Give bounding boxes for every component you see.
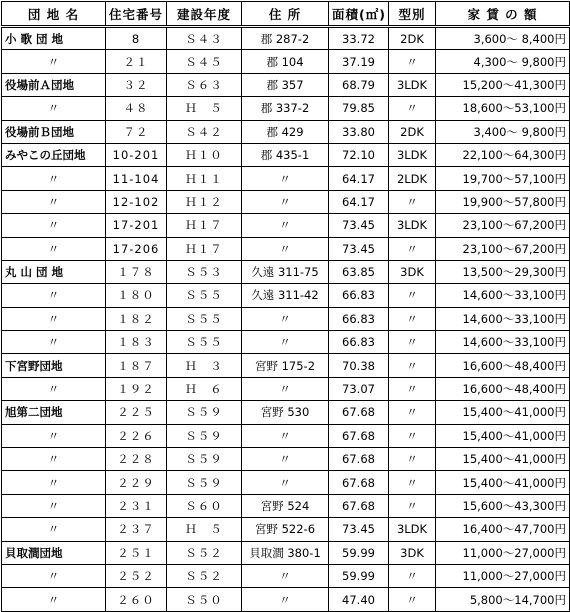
- cell-area: 66.83: [329, 331, 389, 354]
- cell-built: Ｈ ６: [167, 377, 242, 400]
- cell-built: Ｓ５５: [167, 307, 242, 330]
- cell-name: 〃: [2, 471, 106, 494]
- table-row: [2, 354, 570, 377]
- cell-number: １７８: [106, 260, 167, 283]
- table-row: [2, 190, 570, 213]
- cell-built: Ｓ４２: [167, 120, 242, 143]
- cell-rent: 16,600～48,400円: [436, 377, 570, 400]
- cell-area: 37.19: [329, 50, 389, 73]
- cell-built: Ｈ１７: [167, 237, 242, 260]
- cell-built: Ｓ４５: [167, 50, 242, 73]
- cell-area: 67.68: [329, 424, 389, 447]
- cell-number: １８０: [106, 284, 167, 307]
- cell-address: 〃: [242, 237, 329, 260]
- cell-area: 66.83: [329, 284, 389, 307]
- cell-name: 〃: [2, 284, 106, 307]
- table-row: [2, 260, 570, 283]
- cell-area: 64.17: [329, 190, 389, 213]
- table-row: [2, 401, 570, 424]
- cell-address: 郡 357: [242, 73, 329, 96]
- cell-number: ３２: [106, 73, 167, 96]
- cell-built: Ｓ５０: [167, 588, 242, 611]
- cell-address: 〃: [242, 424, 329, 447]
- cell-type: 2LDK: [389, 167, 436, 190]
- cell-name: 〃: [2, 424, 106, 447]
- cell-type: 〃: [389, 401, 436, 424]
- cell-area: 67.68: [329, 448, 389, 471]
- cell-name: 〃: [2, 167, 106, 190]
- cell-address: 宮野 524: [242, 494, 329, 517]
- cell-name: 〃: [2, 214, 106, 237]
- cell-area: 67.68: [329, 471, 389, 494]
- cell-address: 〃: [242, 331, 329, 354]
- cell-number: ２２８: [106, 448, 167, 471]
- cell-address: 〃: [242, 588, 329, 611]
- cell-rent: 14,600～33,100円: [436, 307, 570, 330]
- cell-name: 役場前Ａ団地: [2, 73, 106, 96]
- cell-address: 久遠 311-75: [242, 260, 329, 283]
- cell-type: 〃: [389, 284, 436, 307]
- cell-type: 3LDK: [389, 143, 436, 166]
- cell-rent: 23,100～67,200円: [436, 237, 570, 260]
- cell-rent: 15,400～41,000円: [436, 401, 570, 424]
- cell-area: 73.45: [329, 214, 389, 237]
- cell-address: 〃: [242, 190, 329, 213]
- cell-rent: 15,400～41,000円: [436, 424, 570, 447]
- cell-rent: 14,600～33,100円: [436, 331, 570, 354]
- cell-number: ２１: [106, 50, 167, 73]
- cell-area: 59.99: [329, 541, 389, 564]
- table-row: [2, 588, 570, 611]
- header-area: 面積(㎡): [329, 2, 389, 27]
- header-name: 団 地 名: [2, 2, 106, 27]
- cell-rent: 4,300～ 9,800円: [436, 50, 570, 73]
- cell-type: 〃: [389, 237, 436, 260]
- cell-number: 10-201: [106, 143, 167, 166]
- table-row: [2, 214, 570, 237]
- cell-name: 貝取澗団地: [2, 541, 106, 564]
- cell-type: 〃: [389, 494, 436, 517]
- cell-type: 〃: [389, 354, 436, 377]
- cell-number: ２２６: [106, 424, 167, 447]
- header-rent: 家 賃 の 額: [436, 2, 570, 27]
- cell-address: 郡 435-1: [242, 143, 329, 166]
- cell-number: 17-206: [106, 237, 167, 260]
- cell-built: Ｓ５２: [167, 541, 242, 564]
- cell-rent: 19,900～57,800円: [436, 190, 570, 213]
- cell-number: ２２５: [106, 401, 167, 424]
- cell-type: 2DK: [389, 120, 436, 143]
- table-row: [2, 167, 570, 190]
- cell-type: 2DK: [389, 27, 436, 50]
- table-row: [2, 424, 570, 447]
- cell-name: 〃: [2, 50, 106, 73]
- cell-rent: 15,400～41,000円: [436, 448, 570, 471]
- cell-rent: 15,400～41,000円: [436, 471, 570, 494]
- cell-number: ７２: [106, 120, 167, 143]
- table-row: [2, 50, 570, 73]
- cell-address: 郡 104: [242, 50, 329, 73]
- cell-address: 久遠 311-42: [242, 284, 329, 307]
- cell-name: 〃: [2, 307, 106, 330]
- cell-type: 〃: [389, 424, 436, 447]
- cell-area: 79.85: [329, 97, 389, 120]
- cell-number: ２５１: [106, 541, 167, 564]
- cell-rent: 22,100～64,300円: [436, 143, 570, 166]
- cell-address: 宮野 175-2: [242, 354, 329, 377]
- cell-address: 〃: [242, 564, 329, 587]
- cell-address: 〃: [242, 214, 329, 237]
- cell-number: ４８: [106, 97, 167, 120]
- cell-built: Ｓ５９: [167, 471, 242, 494]
- cell-name: みやこの丘団地: [2, 143, 106, 166]
- table-row: [2, 97, 570, 120]
- cell-type: 3DK: [389, 541, 436, 564]
- table-row: [2, 518, 570, 541]
- cell-type: 〃: [389, 50, 436, 73]
- cell-name: 〃: [2, 564, 106, 587]
- cell-address: 宮野 522-6: [242, 518, 329, 541]
- cell-area: 73.07: [329, 377, 389, 400]
- cell-name: 〃: [2, 494, 106, 517]
- table-row: [2, 120, 570, 143]
- cell-address: 貝取澗 380-1: [242, 541, 329, 564]
- cell-number: 17-201: [106, 214, 167, 237]
- cell-area: 73.45: [329, 237, 389, 260]
- housing-rent-table: [1, 1, 570, 612]
- table-row: [2, 564, 570, 587]
- cell-type: 3LDK: [389, 518, 436, 541]
- cell-rent: 19,700～57,100円: [436, 167, 570, 190]
- cell-number: ２３７: [106, 518, 167, 541]
- cell-area: 66.83: [329, 307, 389, 330]
- cell-built: Ｈ１０: [167, 143, 242, 166]
- cell-rent: 3,400～ 9,800円: [436, 120, 570, 143]
- cell-name: 下宮野団地: [2, 354, 106, 377]
- cell-number: 8: [106, 27, 167, 50]
- table-row: [2, 494, 570, 517]
- cell-rent: 18,600～53,100円: [436, 97, 570, 120]
- cell-address: 〃: [242, 167, 329, 190]
- header-address: 住 所: [242, 2, 329, 27]
- cell-rent: 5,800～14,700円: [436, 588, 570, 611]
- cell-built: Ｈ１１: [167, 167, 242, 190]
- cell-name: 〃: [2, 588, 106, 611]
- table-row: [2, 448, 570, 471]
- cell-type: 3DK: [389, 260, 436, 283]
- cell-address: 〃: [242, 377, 329, 400]
- cell-rent: 23,100～67,200円: [436, 214, 570, 237]
- cell-area: 63.85: [329, 260, 389, 283]
- cell-built: Ｈ ５: [167, 97, 242, 120]
- table-row: [2, 541, 570, 564]
- cell-name: 小 歌 団 地: [2, 27, 106, 50]
- cell-built: Ｓ５９: [167, 448, 242, 471]
- table-row: [2, 143, 570, 166]
- cell-number: ２５２: [106, 564, 167, 587]
- cell-area: 59.99: [329, 564, 389, 587]
- cell-area: 68.79: [329, 73, 389, 96]
- cell-number: １８３: [106, 331, 167, 354]
- header-row: [2, 2, 570, 27]
- cell-number: １８２: [106, 307, 167, 330]
- table-row: [2, 27, 570, 50]
- table-header: [2, 2, 570, 27]
- cell-built: Ｓ５５: [167, 284, 242, 307]
- cell-number: ２６０: [106, 588, 167, 611]
- cell-type: 〃: [389, 448, 436, 471]
- cell-rent: 3,600～ 8,400円: [436, 27, 570, 50]
- cell-name: 〃: [2, 331, 106, 354]
- cell-name: 〃: [2, 377, 106, 400]
- cell-rent: 16,600～48,400円: [436, 354, 570, 377]
- cell-area: 33.80: [329, 120, 389, 143]
- cell-area: 73.45: [329, 518, 389, 541]
- table-row: [2, 471, 570, 494]
- cell-number: １８７: [106, 354, 167, 377]
- cell-rent: 16,400～47,700円: [436, 518, 570, 541]
- cell-rent: 11,000～27,000円: [436, 541, 570, 564]
- cell-address: 郡 337-2: [242, 97, 329, 120]
- cell-number: ２２９: [106, 471, 167, 494]
- cell-type: 〃: [389, 377, 436, 400]
- cell-rent: 15,200～41,300円: [436, 73, 570, 96]
- cell-area: 47.40: [329, 588, 389, 611]
- cell-type: 〃: [389, 331, 436, 354]
- table-row: [2, 331, 570, 354]
- cell-area: 67.68: [329, 401, 389, 424]
- cell-built: Ｓ６３: [167, 73, 242, 96]
- cell-rent: 11,000～27,000円: [436, 564, 570, 587]
- cell-rent: 13,500～29,300円: [436, 260, 570, 283]
- cell-number: 11-104: [106, 167, 167, 190]
- cell-number: ２３１: [106, 494, 167, 517]
- cell-number: １９２: [106, 377, 167, 400]
- cell-address: 郡 429: [242, 120, 329, 143]
- cell-area: 72.10: [329, 143, 389, 166]
- cell-type: 〃: [389, 471, 436, 494]
- cell-built: Ｈ ５: [167, 518, 242, 541]
- cell-name: 〃: [2, 190, 106, 213]
- cell-address: 郡 287-2: [242, 27, 329, 50]
- cell-type: 3LDK: [389, 214, 436, 237]
- cell-rent: 15,600～43,300円: [436, 494, 570, 517]
- cell-name: 旭第二団地: [2, 401, 106, 424]
- table-row: [2, 284, 570, 307]
- cell-address: 〃: [242, 307, 329, 330]
- cell-name: 役場前Ｂ団地: [2, 120, 106, 143]
- cell-area: 64.17: [329, 167, 389, 190]
- table-body: [2, 27, 570, 612]
- cell-address: 〃: [242, 471, 329, 494]
- table-row: [2, 237, 570, 260]
- cell-built: Ｈ１２: [167, 190, 242, 213]
- cell-address: 宮野 530: [242, 401, 329, 424]
- table-row: [2, 73, 570, 96]
- cell-built: Ｓ５２: [167, 564, 242, 587]
- cell-type: 3LDK: [389, 73, 436, 96]
- cell-number: 12-102: [106, 190, 167, 213]
- cell-name: 〃: [2, 448, 106, 471]
- table-row: [2, 307, 570, 330]
- table-row: [2, 377, 570, 400]
- cell-area: 33.72: [329, 27, 389, 50]
- cell-built: Ｓ５９: [167, 401, 242, 424]
- cell-built: Ｓ５３: [167, 260, 242, 283]
- cell-type: 〃: [389, 97, 436, 120]
- cell-area: 67.68: [329, 494, 389, 517]
- cell-type: 〃: [389, 588, 436, 611]
- cell-address: 〃: [242, 448, 329, 471]
- header-type: 型別: [389, 2, 436, 27]
- cell-name: 〃: [2, 97, 106, 120]
- cell-built: Ｓ４３: [167, 27, 242, 50]
- cell-built: Ｈ１７: [167, 214, 242, 237]
- cell-type: 〃: [389, 564, 436, 587]
- cell-built: Ｓ６０: [167, 494, 242, 517]
- cell-rent: 14,600～33,100円: [436, 284, 570, 307]
- cell-built: Ｓ５５: [167, 331, 242, 354]
- cell-name: 〃: [2, 518, 106, 541]
- cell-name: 丸 山 団 地: [2, 260, 106, 283]
- cell-type: 〃: [389, 190, 436, 213]
- header-built: 建設年度: [167, 2, 242, 27]
- cell-name: 〃: [2, 237, 106, 260]
- header-number: 住宅番号: [106, 2, 167, 27]
- cell-area: 70.38: [329, 354, 389, 377]
- cell-type: 〃: [389, 307, 436, 330]
- cell-built: Ｈ ３: [167, 354, 242, 377]
- cell-built: Ｓ５９: [167, 424, 242, 447]
